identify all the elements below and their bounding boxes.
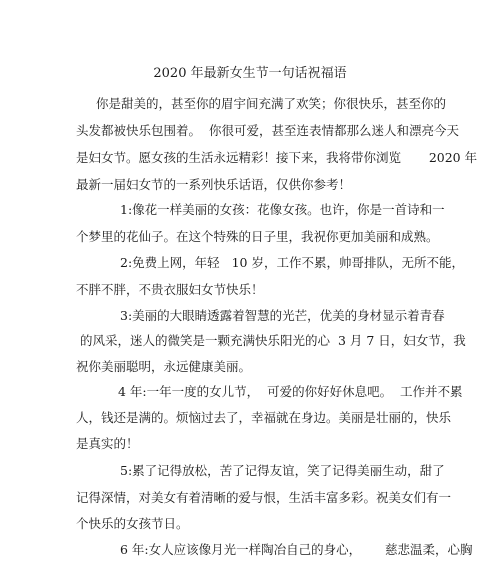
paragraph-line: 6 年:女人应该像月光一样陶冶自己的身心， 慈悲温柔，心胸 bbox=[120, 542, 473, 557]
paragraph-line: 是妇女节。愿女孩的生活永远精彩！接下来，我将带你浏览 2020 年 bbox=[76, 150, 478, 165]
paragraph-line: 3:美丽的大眼睛透露着智慧的光芒，优美的身材显示着青春 bbox=[120, 308, 445, 323]
paragraph-line: 你是甜美的，甚至你的眉宇间充满了欢笑；你很快乐，甚至你的 bbox=[96, 96, 447, 111]
paragraph-line: 4 年:一年一度的女儿节， 可爱的你好好休息吧。 工作并不累 bbox=[118, 384, 463, 399]
paragraph-line: 2:免费上网，年轻 10 岁，工作不累，帅哥排队，无所不能， bbox=[120, 255, 464, 270]
paragraph-line: 的风采，迷人的微笑是一颗充满快乐阳光的心 3 月 7 日，妇女节，我 bbox=[80, 333, 466, 348]
paragraph-line: 不胖不胖，不贵衣服妇女节快乐！ bbox=[76, 282, 264, 297]
paragraph-line: 最新一届妇女节的一系列快乐话语，仅供你参考！ bbox=[76, 177, 352, 192]
paragraph-line: 个快乐的女孩节日。 bbox=[76, 516, 189, 531]
paragraph-line: 头发都被快乐包围着。 你很可爱，甚至连表情都那么迷人和漂亮今天 bbox=[76, 123, 459, 138]
paragraph-line: 祝你美丽聪明，永远健康美丽。 bbox=[76, 359, 252, 374]
document-title: 2020 年最新女生节一句话祝福语 bbox=[153, 66, 347, 81]
paragraph-line: 个梦里的花仙子。在这个特殊的日子里，我祝你更加美丽和成熟。 bbox=[76, 229, 439, 244]
paragraph-line: 记得深情，对美女有着清晰的爱与恨，生活丰富多彩。祝美女们有一 bbox=[76, 490, 452, 505]
paragraph-line: 5:累了记得放松，苦了记得友谊，笑了记得美丽生动，甜了 bbox=[120, 463, 445, 478]
paragraph-line: 1:像花一样美丽的女孩：花像女孩。也许，你是一首诗和一 bbox=[120, 202, 445, 217]
paragraph-line: 人，钱还是满的。烦恼过去了，幸福就在身边。美丽是壮丽的，快乐 bbox=[76, 410, 452, 425]
paragraph-line: 是真实的！ bbox=[76, 436, 139, 451]
